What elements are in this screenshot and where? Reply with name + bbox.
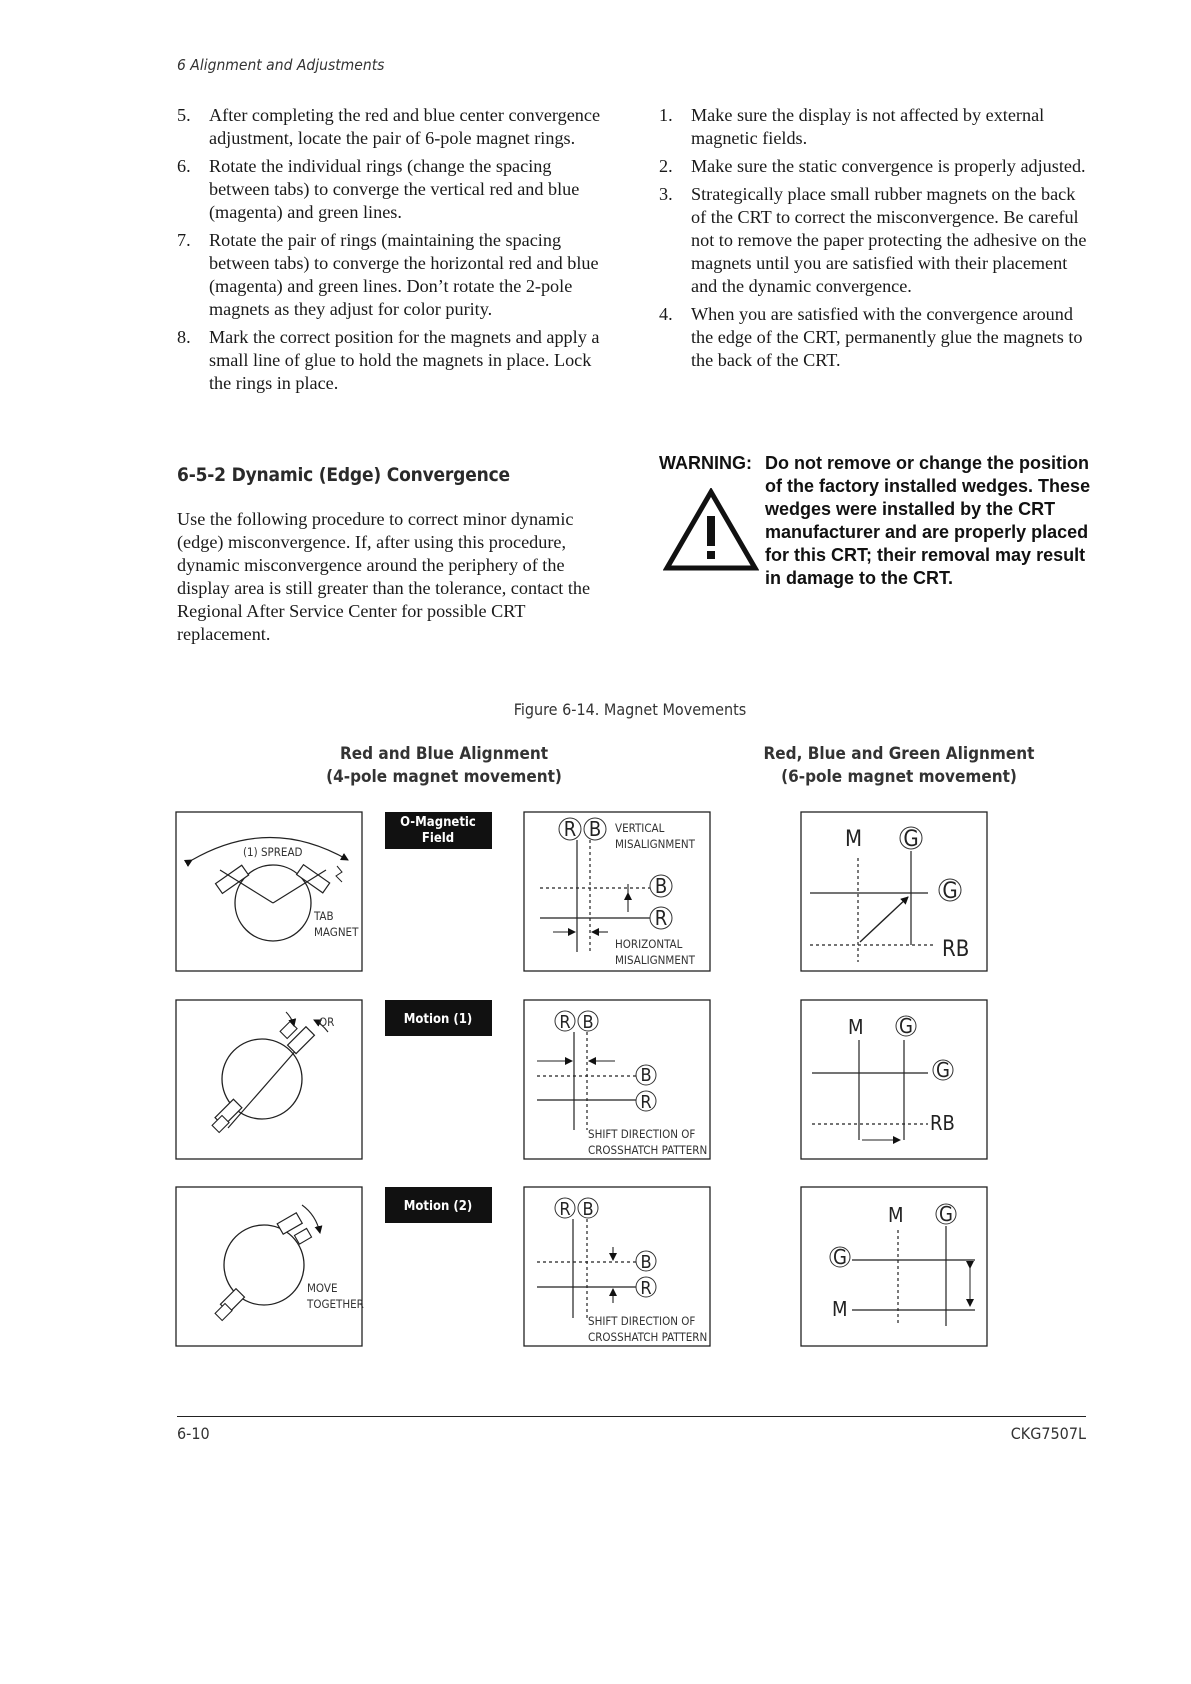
b-letter: B (588, 817, 602, 841)
magnet-label: MAGNET (314, 925, 359, 939)
magnet-panel-motion-2 (176, 1187, 364, 1346)
warning-text: Do not remove or change the position of the factory installed wedges. These wedges were installed by the CRT manufacturer and are properly placed for this CRT; their removal may result in damage to the CRT. (765, 453, 1091, 588)
mg-panel-motion-1 (801, 1000, 987, 1159)
r-letter: R (640, 1092, 652, 1113)
g-letter: G (942, 879, 958, 904)
mg-panel-field (801, 812, 987, 971)
step-number: 3. (659, 184, 673, 204)
row-label-field-line-2: Field (421, 831, 455, 846)
step-number: 7. (177, 230, 191, 250)
shift-label: SHIFT DIRECTION OF (588, 1314, 696, 1328)
r-letter: R (563, 817, 577, 841)
rb-label: RB (930, 1111, 955, 1135)
running-head: 6 Alignment and Adjustments (177, 56, 385, 74)
r-letter: R (654, 906, 668, 930)
g-letter: G (899, 1014, 913, 1038)
horizontal-label: HORIZONTAL (615, 937, 683, 951)
tab-label: TAB (314, 909, 334, 923)
row-label-motion-2-text: Motion (2) (403, 1199, 473, 1214)
section-intro: Use the following procedure to correct minor dynamic (edge) misconvergence. If, after using this procedure, dynamic misconvergence around the periphery of the display area is still greater than the tolerance, contact the Regional After Service Center for possible CRT replacement. (177, 509, 591, 644)
step-text: Make sure the static convergence is properly adjusted. (691, 156, 1086, 176)
row-label-field (385, 812, 492, 849)
warning-label: WARNING: (659, 453, 752, 473)
step-number: 2. (659, 156, 673, 176)
step-text: After completing the red and blue center convergence adjustment, locate the pair of 6-pole magnet rings. (209, 105, 601, 148)
b-letter: B (582, 1012, 594, 1033)
rb-panel-field (524, 812, 710, 971)
r-letter: R (559, 1199, 571, 1220)
right-figure-title-line-2: (6-pole magnet movement) (781, 767, 1017, 787)
m-letter: M (848, 1015, 864, 1039)
left-figure-title-line-2: (4-pole magnet movement) (326, 767, 562, 787)
rb-panel-motion-1 (524, 1000, 710, 1159)
figure-caption: Figure 6-14. Magnet Movements (513, 700, 747, 719)
step-number: 5. (177, 105, 191, 125)
rb-label: RB (942, 937, 970, 962)
m-letter: M (832, 1297, 848, 1321)
r-letter: R (640, 1278, 652, 1299)
model-number: CKG7507L (1010, 1424, 1086, 1443)
step-text: Mark the correct position for the magnets and apply a small line of glue to hold the magnets in place. Lock the rings in place. (209, 327, 600, 393)
row-label-motion-2 (385, 1187, 492, 1223)
step-number: 8. (177, 327, 191, 347)
magnet-panel-motion-1 (176, 1000, 362, 1159)
g-letter: G (939, 1202, 953, 1226)
row-label-field-line-1: O-Magnetic (400, 815, 476, 830)
g-letter: G (936, 1058, 950, 1082)
magnet-panel-field (176, 812, 362, 971)
rb-panel-motion-2 (524, 1187, 710, 1346)
left-figure-title-line-1: Red and Blue Alignment (339, 744, 549, 764)
step-number: 6. (177, 156, 191, 176)
step-number: 4. (659, 304, 673, 324)
b-letter: B (582, 1199, 594, 1220)
r-letter: R (559, 1012, 571, 1033)
m-letter: M (845, 827, 863, 852)
step-text: Rotate the individual rings (change the spacing between tabs) to converge the vertical red and blue (magenta) and green lines. (209, 156, 580, 222)
shift-label: SHIFT DIRECTION OF (588, 1127, 696, 1141)
shift-label-2: CROSSHATCH PATTERN (588, 1143, 708, 1157)
mg-panel-motion-2 (801, 1187, 987, 1346)
step-text: When you are satisfied with the convergence around the edge of the CRT, permanently glue the magnets to the back of the CRT. (691, 304, 1083, 370)
step-number: 1. (659, 105, 673, 125)
shift-label-2: CROSSHATCH PATTERN (588, 1330, 708, 1344)
footer-rule (177, 1416, 1086, 1417)
vertical-label: VERTICAL (615, 821, 665, 835)
page-number: 6-10 (177, 1424, 210, 1443)
b-letter: B (640, 1252, 652, 1273)
b-letter: B (654, 874, 668, 898)
step-text: Rotate the pair of rings (maintaining the spacing between tabs) to converge the horizontal red and blue (magenta) and green lines. Don’t rotate the 2-pole magnets as they adjust for color purity. (209, 230, 599, 319)
vertical-label-2: MISALIGNMENT (615, 837, 695, 851)
step-text: Make sure the display is not affected by external magnetic fields. (691, 105, 1045, 148)
right-figure-title-line-1: Red, Blue and Green Alignment (763, 744, 1035, 764)
section-heading: 6-5-2 Dynamic (Edge) Convergence (177, 464, 510, 486)
step-text: Strategically place small rubber magnets on the back of the CRT to correct the misconvergence. Be careful not to remove the paper protecting the adhesive on the magnets until you are satisfied with their placement and the dynamic convergence. (691, 184, 1087, 296)
b-letter: B (640, 1065, 652, 1086)
move-label: MOVE (307, 1281, 338, 1295)
row-label-motion-1-text: Motion (1) (403, 1012, 473, 1027)
together-label: TOGETHER (307, 1297, 364, 1311)
row-label-motion-1 (385, 1000, 492, 1036)
horizontal-label-2: MISALIGNMENT (615, 953, 695, 967)
g-letter: G (833, 1245, 847, 1269)
m-letter: M (888, 1203, 904, 1227)
or-label: OR (319, 1015, 335, 1029)
spread-label: (1) SPREAD (243, 845, 303, 859)
g-letter: G (903, 827, 919, 852)
